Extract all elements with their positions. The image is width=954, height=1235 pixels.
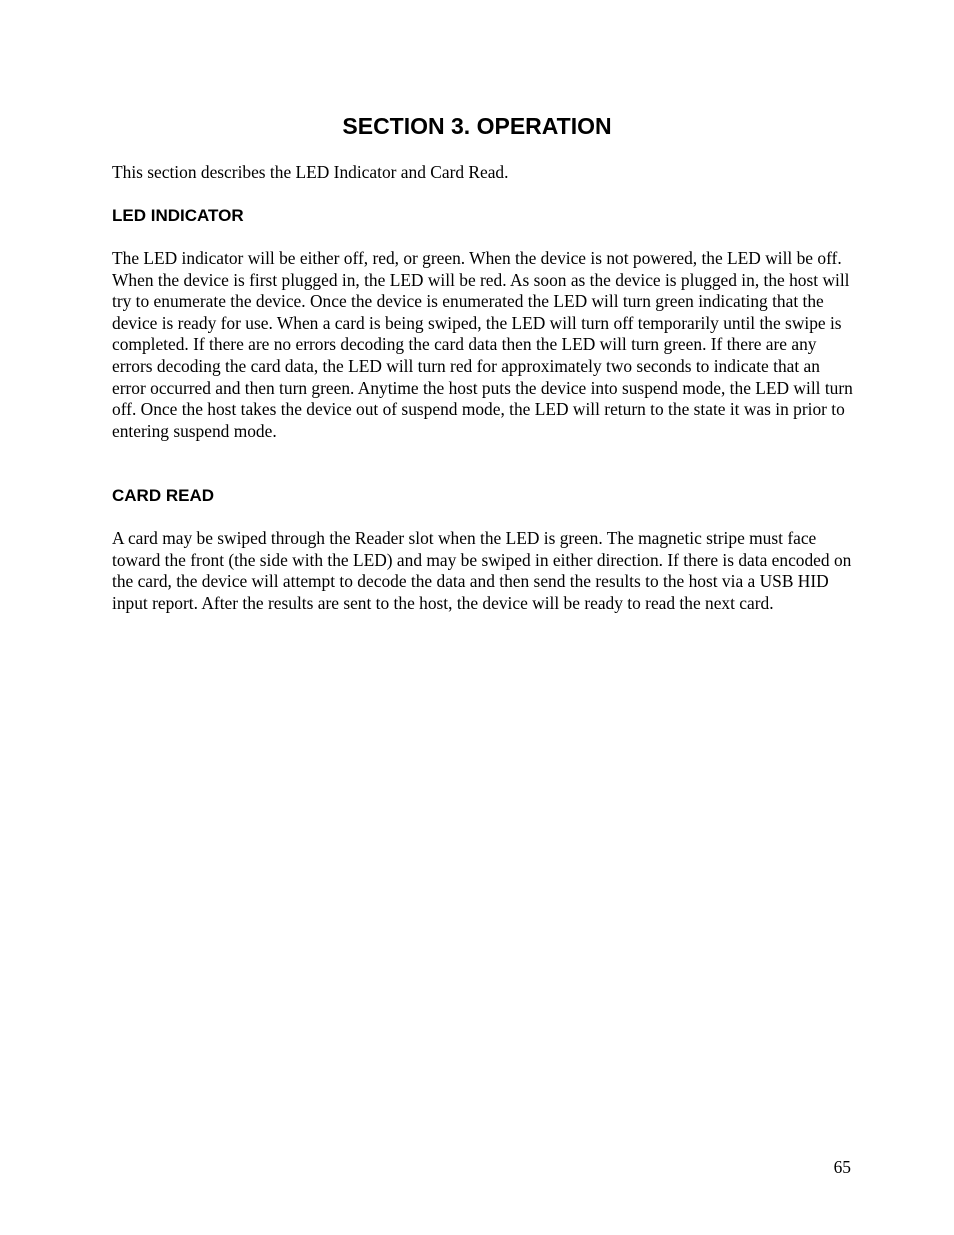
section-title: SECTION 3. OPERATION (342, 113, 612, 139)
section-intro: This section describes the LED Indicator and Card Read. (112, 162, 509, 182)
page-number: 65 (833, 1157, 851, 1177)
card-read-heading: CARD READ (112, 486, 214, 505)
card-read-paragraph: A card may be swiped through the Reader slot when the LED is green. The magnetic stripe must face toward the front (the side with the LED) and may be swiped in either direction. If there is data encoded on the card, the device will attempt to decode the data and then send the results to the host via a USB HID input report. After the results are sent to the host, the device will be ready to read the next card. (112, 528, 852, 613)
led-indicator-paragraph: The LED indicator will be either off, red, or green. When the device is not powered, the LED will be off. When the device is first plugged in, the LED will be red. As soon as the device is plugged in, the host will try to enumerate the device. Once the device is enumerated the LED will turn green indicating that the device is ready for use. When a card is being swiped, the LED will turn off temporarily until the swipe is completed. If there are no errors decoding the card data then the LED will turn green. If there are any errors decoding the card data, the LED will turn red for approximately two seconds to indicate that an error occurred and then turn green. Anytime the host puts the device into suspend mode, the LED will turn off. Once the host takes the device out of suspend mode, the LED will return to the state it was in prior to entering suspend mode. (112, 248, 853, 441)
led-indicator-heading: LED INDICATOR (112, 206, 244, 225)
